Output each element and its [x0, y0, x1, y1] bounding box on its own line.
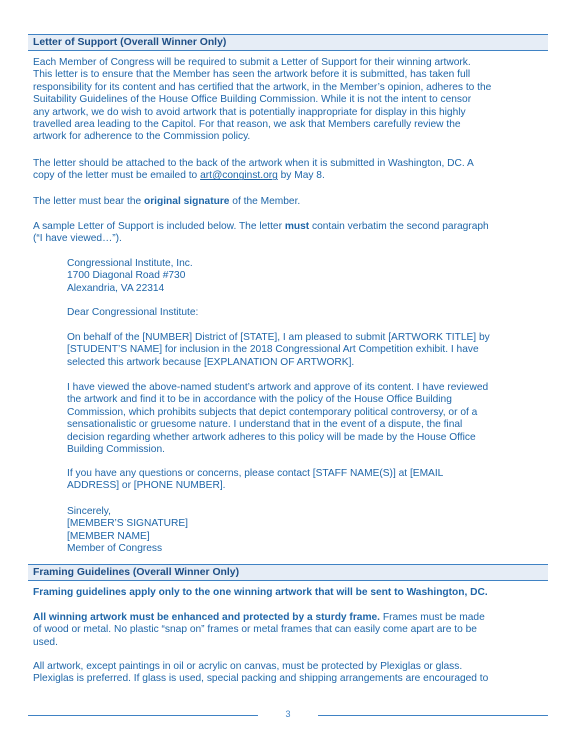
- text-line: [33, 221, 547, 233]
- text-line: All artwork, except paintings in oil or acrylic on canvas, must be protected by Plexiglas or glass.: [33, 661, 463, 672]
- text-line: (“I have viewed…”).: [33, 233, 122, 245]
- sample-letter-salutation: [67, 307, 547, 319]
- text-line: This letter is to ensure that the Member has seen the artwork before it is submitted, has taken full: [33, 69, 471, 81]
- text-line: selected this artwork because [EXPLANATION OF ARTWORK].: [67, 356, 355, 368]
- attachment-instructions-paragraph: [33, 158, 547, 183]
- text-line: any artwork, we do wish to avoid artwork that is potentially inappropriate for display in this highly: [33, 106, 466, 118]
- text-line: The letter should be attached to the back of the artwork when it is submitted in Washington, DC. A: [33, 158, 474, 169]
- emphasis-text: All winning artwork must be enhanced and protected by a sturdy frame.: [33, 612, 381, 623]
- text-line: ADDRESS] or [PHONE NUMBER].: [67, 480, 226, 492]
- frame-requirement-paragraph: [33, 612, 547, 649]
- text-line: travelled area leading to the Capitol. For that reason, we ask that Members carefully review the: [33, 119, 461, 131]
- text-line: [MEMBER’S SIGNATURE]: [67, 518, 188, 530]
- text-fragment: contain verbatim the second paragraph: [309, 221, 489, 232]
- glazing-requirement-paragraph: [33, 661, 547, 686]
- text-line: Each Member of Congress will be required to submit a Letter of Support for their winning artwork.: [33, 57, 471, 68]
- signature-requirement-paragraph: [33, 196, 547, 208]
- email-link[interactable]: art@conginst.org: [200, 170, 278, 182]
- text-fragment: A sample Letter of Support is included below. The letter: [33, 221, 285, 232]
- text-line: 1700 Diagonal Road #730: [67, 270, 186, 282]
- text-line: [33, 612, 547, 624]
- text-line: artwork for adherence to the Commission policy.: [33, 131, 251, 143]
- text-line: Building Commission.: [67, 444, 165, 456]
- sample-letter-note-paragraph: [33, 221, 547, 246]
- text-fragment: by May 8.: [277, 170, 325, 182]
- letter-of-support-intro-paragraph: [33, 57, 547, 144]
- section-heading-framing-guidelines: Framing Guidelines (Overall Winner Only): [28, 564, 548, 581]
- text-line: Sincerely,: [67, 506, 111, 517]
- emphasis-text: original signature: [143, 196, 230, 207]
- sample-letter-body-paragraph-2: [67, 382, 547, 456]
- text-line: the artwork and find it to be in accordance with the policy of the House Office Building: [67, 394, 452, 406]
- sample-letter-body-paragraph-3: [67, 468, 547, 493]
- text-line: Congressional Institute, Inc.: [67, 258, 193, 269]
- text-line: sensationalistic or gruesome nature. I understand that in the event of a dispute, the final: [67, 419, 463, 431]
- text-line: [33, 170, 547, 182]
- text-line: responsibility for its content and has certified that the artwork, in the Member’s opinion, adheres to the: [33, 81, 492, 93]
- text-fragment: The letter must bear the: [33, 196, 144, 207]
- emphasis-text: must: [284, 221, 310, 232]
- section-heading-letter-of-support: Letter of Support (Overall Winner Only): [28, 34, 548, 51]
- text-line: used.: [33, 636, 58, 648]
- text-fragment: Frames must be made: [380, 612, 485, 623]
- text-line: Member of Congress: [67, 543, 163, 555]
- text-line: Dear Congressional Institute:: [67, 307, 199, 318]
- text-line: Framing guidelines apply only to the one winning artwork that will be sent to Washington, DC.: [33, 587, 488, 598]
- footer-divider-right: [318, 715, 548, 716]
- text-line: Commission, which prohibits subjects that depict contemporary political controversy, or of a: [67, 406, 478, 418]
- text-line: Suitability Guidelines of the House Office Building Commission. While it is not the intent to censor: [33, 94, 472, 106]
- text-line: [MEMBER NAME]: [67, 530, 150, 542]
- text-line: decision regarding whether artwork adheres to this policy will be made by the House Office: [67, 431, 476, 443]
- page-number: 3: [285, 709, 291, 719]
- framing-scope-paragraph: [33, 587, 547, 599]
- text-line: I have viewed the above-named student’s artwork and approve of its content. I have reviewed: [67, 382, 489, 393]
- text-line: Alexandria, VA 22314: [67, 282, 165, 294]
- text-line: [STUDENT’S NAME] for inclusion in the 2018 Congressional Art Competition exhibit. I have: [67, 344, 479, 356]
- sample-letter-address: [67, 258, 547, 295]
- text-line: Plexiglas is preferred. If glass is used, special packing and shipping arrangements are encouraged to: [33, 673, 489, 685]
- text-fragment: of the Member.: [229, 196, 301, 207]
- text-line: [33, 196, 547, 208]
- sample-letter-closing: [67, 506, 547, 556]
- text-fragment: copy of the letter must be emailed to: [33, 170, 201, 182]
- text-line: On behalf of the [NUMBER] District of [STATE], I am pleased to submit [ARTWORK TITLE] by: [67, 332, 490, 343]
- sample-letter-body-paragraph-1: [67, 332, 547, 369]
- text-line: If you have any questions or concerns, please contact [STAFF NAME(S)] at [EMAIL: [67, 468, 444, 479]
- footer-divider-left: [28, 715, 258, 716]
- text-line: of wood or metal. No plastic “snap on” frames or metal frames that can easily come apart are to be: [33, 624, 477, 636]
